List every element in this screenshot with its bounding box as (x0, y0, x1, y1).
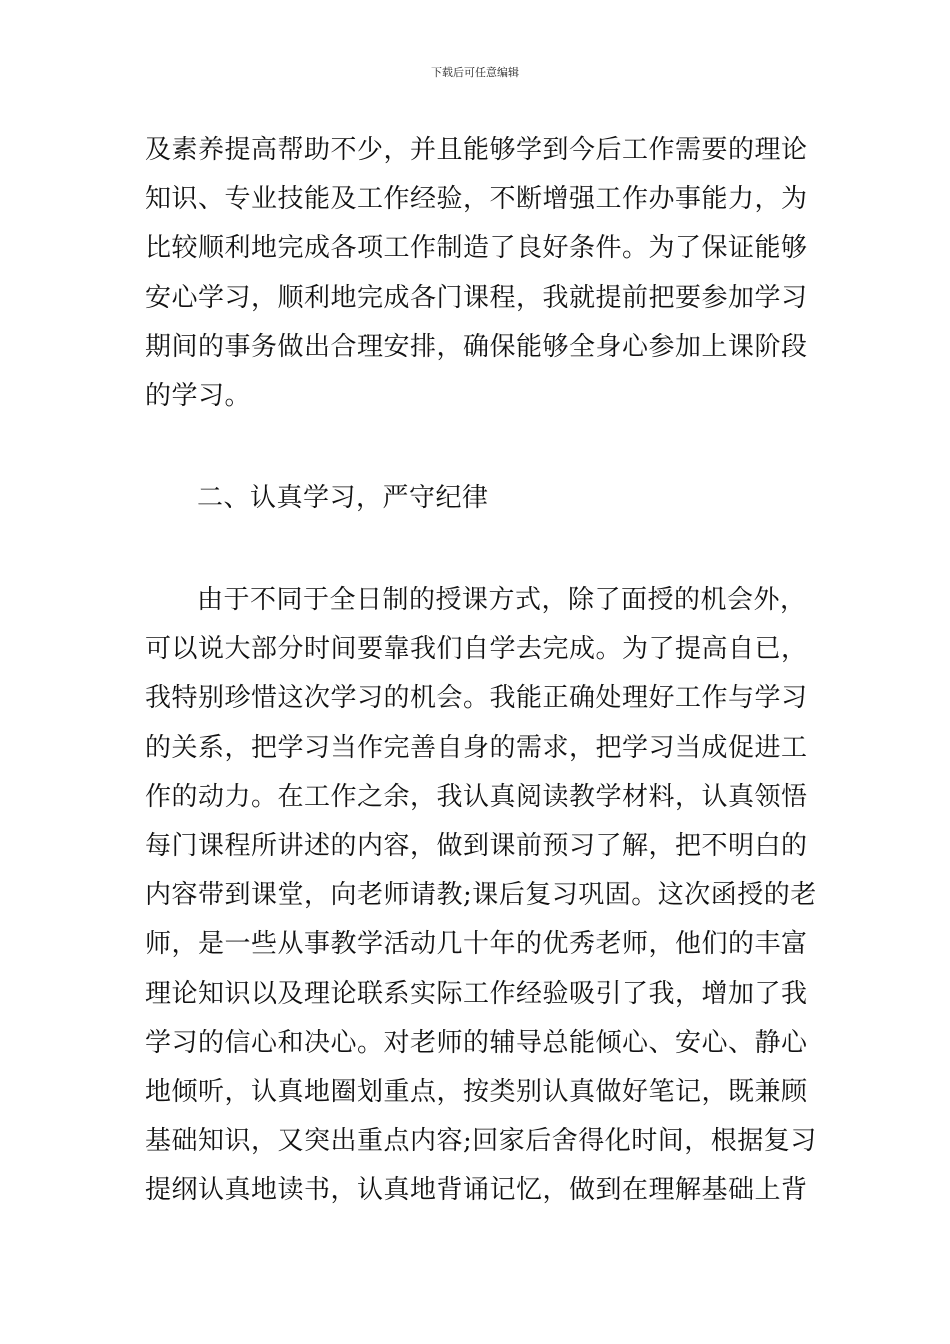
paragraph-line: 我特别珍惜这次学习的机会。我能正确处理好工作与学习 (145, 683, 808, 714)
paragraph-line: 地倾听，认真地圈划重点，按类别认真做好笔记，既兼顾 (145, 1076, 808, 1107)
paragraph-line: 师，是一些从事教学活动几十年的优秀老师，他们的丰富 (145, 929, 808, 960)
paragraph-line: 学习的信心和决心。对老师的辅导总能倾心、安心、静心 (145, 1027, 808, 1058)
paragraph-line: 由于不同于全日制的授课方式，除了面授的机会外， (197, 585, 807, 615)
paragraph-line: 基础知识，又突出重点内容;回家后舍得化时间，根据复习 (145, 1126, 817, 1157)
paragraph-line: 理论知识以及理论联系实际工作经验吸引了我，增加了我 (145, 978, 808, 1009)
paragraph-1 (145, 126, 815, 421)
paragraph-line: 内容带到课堂，向老师请教;课后复习巩固。这次函授的老 (145, 880, 817, 911)
paragraph-line: 比较顺利地完成各项工作制造了良好条件。为了保证能够 (145, 233, 808, 264)
page-header: 下载后可任意编辑 (431, 66, 519, 79)
paragraph-line: 的关系，把学习当作完善自身的需求，把学习当成促进工 (145, 732, 808, 763)
paragraph-line: 可以说大部分时间要靠我们自学去完成。为了提高自已， (145, 634, 808, 665)
paragraph-line: 安心学习，顺利地完成各门课程，我就提前把要参加学习 (145, 282, 808, 313)
section-heading (145, 474, 815, 523)
paragraph-line: 知识、专业技能及工作经验，不断增强工作办事能力，为 (145, 184, 808, 215)
paragraph-line: 作的动力。在工作之余，我认真阅读教学材料，认真领悟 (145, 781, 808, 812)
paragraph-2 (145, 576, 815, 1215)
paragraph-line: 及素养提高帮助不少，并且能够学到今后工作需要的理论 (145, 135, 808, 165)
paragraph-line: 提纲认真地读书，认真地背诵记忆，做到在理解基础上背 (145, 1175, 808, 1206)
paragraph-line: 期间的事务做出合理安排，确保能够全身心参加上课阶段 (145, 331, 808, 362)
section-heading-text: 二、认真学习，严守纪律 (197, 483, 489, 513)
paragraph-line: 的学习。 (145, 380, 252, 411)
paragraph-line: 每门课程所讲述的内容，做到课前预习了解，把不明白的 (145, 830, 808, 861)
